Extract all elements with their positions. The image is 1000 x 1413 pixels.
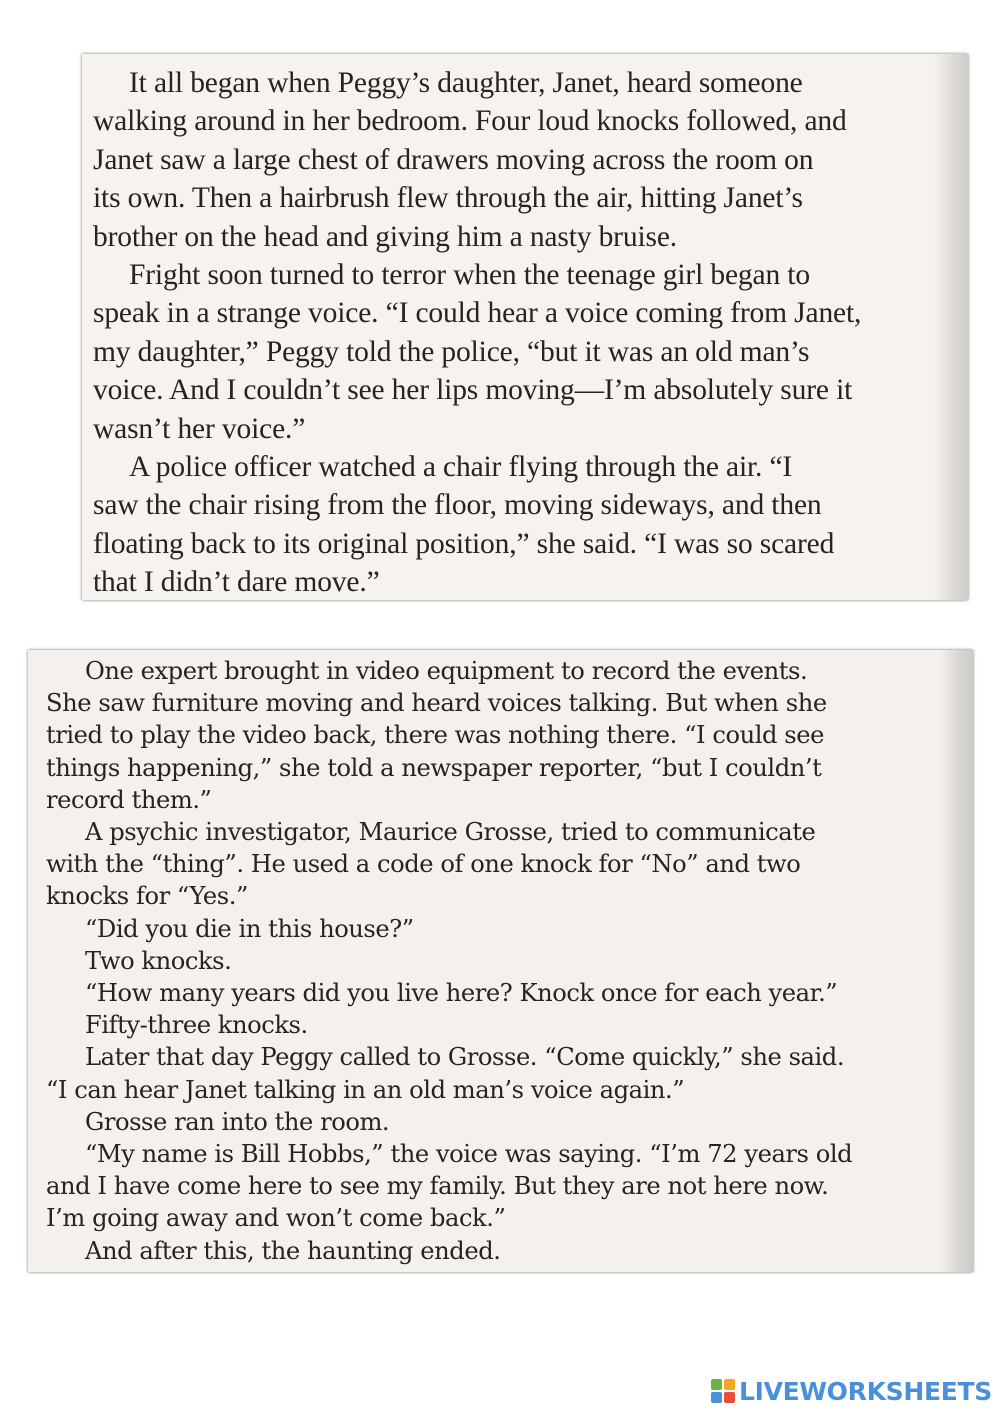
text-line: its own. Then a hairbrush flew through the air, hitting Janet’s <box>93 182 803 215</box>
text-line: And after this, the haunting ended. <box>85 1236 501 1265</box>
text-line: record them.” <box>46 785 212 814</box>
text-line: Janet saw a large chest of drawers moving across the room on <box>93 143 814 176</box>
text-line: I’m going away and won’t come back.” <box>46 1204 506 1233</box>
text-line: “How many years did you live here? Knock once for each year.” <box>85 979 838 1008</box>
story-excerpt-2 <box>28 650 973 1272</box>
text-line: She saw furniture moving and heard voices talking. But when she <box>46 689 827 718</box>
text-line: Two knocks. <box>85 946 232 975</box>
text-line: brother on the head and giving him a nasty bruise. <box>93 220 677 253</box>
text-line: “I can hear Janet talking in an old man’s voice again.” <box>46 1075 685 1104</box>
text-line: things happening,” she told a newspaper reporter, “but I couldn’t <box>46 753 822 782</box>
text-line: knocks for “Yes.” <box>46 882 248 911</box>
liveworksheets-logo-icon <box>711 1379 737 1403</box>
text-line: A psychic investigator, Maurice Grosse, tried to communicate <box>85 818 816 847</box>
text-line: walking around in her bedroom. Four loud knocks followed, and <box>93 105 847 138</box>
text-line: wasn’t her voice.” <box>93 412 306 445</box>
text-line: saw the chair rising from the floor, moving sideways, and then <box>93 489 822 522</box>
liveworksheets-watermark <box>711 1376 992 1406</box>
story-excerpt-1 <box>82 54 968 600</box>
text-line: my daughter,” Peggy told the police, “but it was an old man’s <box>93 335 810 368</box>
text-line: Fright soon turned to terror when the teenage girl began to <box>129 259 810 292</box>
text-line: floating back to its original position,” she said. “I was so scared <box>93 527 835 560</box>
text-line: Grosse ran into the room. <box>85 1107 390 1136</box>
text-line: A police officer watched a chair flying through the air. “I <box>129 451 793 484</box>
text-line: that I didn’t dare move.” <box>93 566 380 599</box>
text-line: One expert brought in video equipment to record the events. <box>85 657 808 685</box>
text-line: Later that day Peggy called to Grosse. “Come quickly,” she said. <box>85 1043 845 1072</box>
text-line: speak in a strange voice. “I could hear a voice coming from Janet, <box>93 297 862 330</box>
text-line: tried to play the video back, there was nothing there. “I could see <box>46 721 824 750</box>
text-line: with the “thing”. He used a code of one knock for “No” and two <box>46 850 801 879</box>
text-line: and I have come here to see my family. But they are not here now. <box>46 1172 829 1201</box>
watermark-text: LIVEWORKSHEETS <box>738 1376 992 1406</box>
text-line: It all began when Peggy’s daughter, Janet, heard someone <box>129 67 803 99</box>
text-line: voice. And I couldn’t see her lips moving—I’m absolutely sure it <box>93 374 853 407</box>
text-line: “Did you die in this house?” <box>85 914 414 943</box>
text-line: Fifty-three knocks. <box>85 1011 308 1040</box>
text-line: “My name is Bill Hobbs,” the voice was saying. “I’m 72 years old <box>85 1140 853 1169</box>
